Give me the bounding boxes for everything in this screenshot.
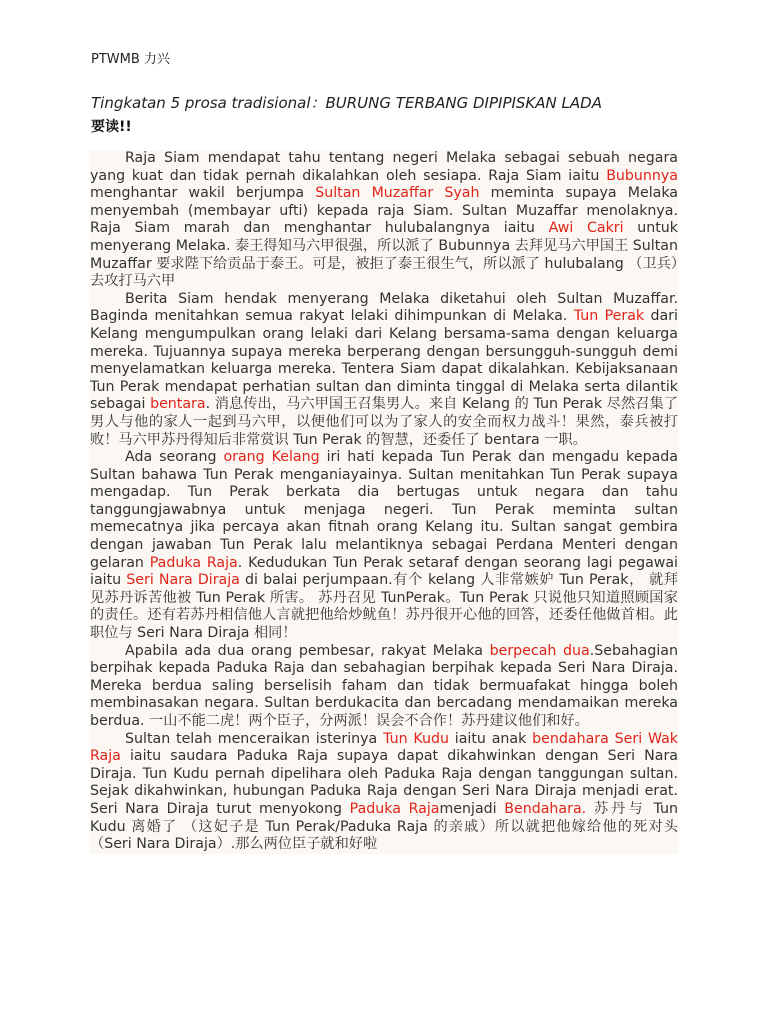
text-segment: Raja Siam mendapat tahu tentang negeri Melaka sebagai sebuah negara yang kuat dan tidak pernah dikalahkan oleh sesiapa. Raja Siam iaitu [90, 150, 678, 184]
highlighted-term: Tun Kudu [383, 730, 449, 747]
highlighted-term: bendahara Seri Wak Raja [90, 730, 678, 765]
text-segment: menjadi [439, 800, 505, 817]
highlighted-term: bentara [150, 396, 206, 413]
text-segment: Apabila ada dua orang pembesar, rakyat Melaka [125, 642, 490, 659]
highlighted-term: Bubunnya [606, 167, 678, 184]
highlighted-term: berpecah dua [489, 642, 590, 659]
text-segment: .Sebahagian berpihak kepada Paduka Raja dan sebahagian berpihak kepada Seri Nara Diraja. Mereka berdua saling berselisih faham dan tidak bermuafakat hingga boleh membinasakan negara. Sultan berdukacita dan bercadang mendamaikan mereka berdua. 一山不能二虎！两个臣子，分两派！误会不合作！苏丹建议他们和好。 [90, 642, 678, 729]
text-segment: untuk menyerang Melaka. 泰王得知马六甲很强，所以派了 Bubunnya 去拜见马六甲国王 Sultan Muzaffar 要求陛下给贡品于泰王。可是，被拒了泰王很生气，所以派了 hulubalang （卫兵）去攻打马六甲 [90, 220, 678, 290]
text-segment: . Kedudukan Tun Perak setaraf dengan seorang lagi pegawai iaitu [90, 554, 679, 589]
header-label: PTWMB 力兴 [91, 52, 170, 67]
text-segment: iaitu saudara Paduka Raja supaya dapat dikahwinkan dengan Seri Nara Diraja. Tun Kudu pernah dipelihara oleh Paduka Raja dengan tanggungan sultan. Sejak dikahwinkan, hubungan Paduka Raja dengan Seri Nara Diraja menjadi erat. Seri Nara Diraja turut menyokong [90, 748, 678, 817]
highlighted-term: Tun Perak [573, 308, 645, 325]
paragraph-5 [90, 731, 678, 854]
highlighted-term: orang Kelang [223, 449, 320, 466]
text-segment: iaitu anak [448, 730, 533, 747]
text-segment: dari Kelang mengumpulkan orang lelaki dari Kelang bersama-sama dengan keluarga mereka. Tujuannya supaya mereka berperang dengan bersungguh-sungguh demi menyelamatkan keluarga mereka. Tentera Siam dapat dikalahkan. Kebijaksanaan Tun Perak mendapat perhatian sultan dan diminta tinggal di Melaka serta dilantik sebagai [90, 308, 678, 413]
highlighted-term: Sultan Muzaffar Syah [315, 185, 480, 202]
highlighted-term: Awi Cakri [548, 220, 624, 237]
text-segment: . 消息传出，马六甲国王召集男人。来自 Kelang 的 Tun Perak 尽然召集了男人与他的家人一起到马六甲，以便他们可以为了家人的安全而权力战斗！果然，泰兵被打败！马六甲苏丹得知后非常赏识 Tun Perak 的智慧，还委任了 bentara 一职。 [90, 396, 678, 448]
text-segment: meminta supaya Melaka menyembah (membayar ufti) kepada raja Siam. Sultan Muzaffar menolaknya. Raja Siam marah dan menghantar hulubalangnya iaitu [90, 185, 678, 237]
text-segment: 苏丹与 Tun Kudu 离婚了 （这妃子是 Tun Perak/Paduka Raja 的亲戚）所以就把他嫁给他的死对头（Seri Nara Diraja）.那么两位臣子就和好啦 [90, 800, 679, 853]
paragraph-3 [90, 449, 678, 643]
highlighted-term: Paduka Raja [149, 554, 238, 571]
must-read-note: 要读!! [91, 119, 132, 135]
text-segment: Ada seorang [125, 449, 224, 466]
prose-content [90, 150, 678, 854]
text-segment: Sultan telah menceraikan isterinya [125, 730, 384, 747]
paragraph-4 [90, 643, 678, 731]
document-title: Tingkatan 5 prosa tradisional：BURUNG TERBANG DIPIPISKAN LADA [91, 94, 602, 112]
highlighted-term: Paduka Raja [349, 800, 440, 817]
paragraph-2 [90, 291, 678, 449]
text-segment: menghantar wakil berjumpa [90, 185, 316, 202]
highlighted-term: Seri Nara Diraja [126, 572, 240, 589]
text-segment: di balai perjumpaan.有个 kelang 人非常嫉妒 Tun Perak， 就拜见苏丹诉苦他被 Tun Perak 所害。 苏丹召见 TunPerak。Tun Perak 只说他只知道照顾国家的责任。还有若苏丹相信他人言就把他给炒鱿鱼！苏丹很开心他的回答，还委任他做首相。此职位与 Seri Nara Diraja 相同！ [90, 572, 678, 642]
text-segment: iri hati kepada Tun Perak dan mengadu kepada Sultan bahawa Tun Perak menganiayainya. Sultan menitahkan Tun Perak supaya mengadap. Tun Perak berkata dia bertugas untuk negara dan tahu tanggungjawabnya untuk menjaga negeri. Tun Perak meminta sultan memecatnya jika percaya akan fitnah orang Kelang itu. Sultan sangat gembira dengan jawaban Tun Perak lalu melantiknya sebagai Perdana Menteri dengan gelaran [90, 449, 678, 571]
highlighted-term: Bendahara. [504, 800, 587, 817]
paragraph-1 [90, 150, 678, 291]
text-segment: Berita Siam hendak menyerang Melaka diketahui oleh Sultan Muzaffar. Baginda menitahkan semua rakyat lelaki dihimpunkan di Melaka. [90, 290, 678, 325]
